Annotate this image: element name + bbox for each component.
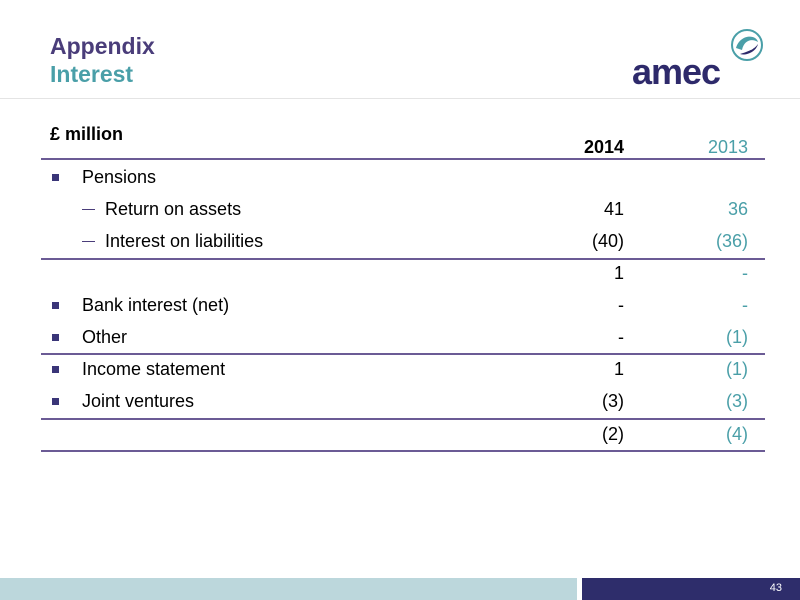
bullet-icon bbox=[52, 302, 59, 309]
value-2013: (3) bbox=[726, 391, 748, 411]
table-rule-middle bbox=[41, 353, 765, 355]
value-2014: 1 bbox=[613, 359, 624, 379]
dash-icon bbox=[82, 241, 95, 242]
row-label: Income statement bbox=[82, 359, 226, 379]
value-2014: (2) bbox=[602, 424, 624, 444]
value-2013: (36) bbox=[715, 231, 748, 251]
value-2013: (4) bbox=[726, 424, 748, 444]
row-label: Return on assets bbox=[105, 199, 242, 219]
table-row bbox=[0, 167, 800, 191]
value-2014: - bbox=[618, 295, 624, 315]
table-row-total bbox=[0, 424, 800, 448]
table-row bbox=[0, 199, 800, 223]
amec-logo-swirl-icon bbox=[730, 28, 764, 62]
table-rule-subtotal bbox=[41, 258, 765, 260]
row-label: Interest on liabilities bbox=[105, 231, 264, 251]
value-2013: 36 bbox=[727, 199, 748, 219]
table-rule-total bbox=[41, 418, 765, 420]
value-2014: 41 bbox=[603, 199, 624, 219]
value-2013: - bbox=[742, 295, 748, 315]
value-2013: (1) bbox=[726, 359, 748, 379]
amec-logo-text: amec bbox=[632, 51, 721, 92]
row-label: Other bbox=[82, 327, 128, 347]
value-2013: - bbox=[742, 263, 748, 283]
row-label: Bank interest (net) bbox=[82, 295, 230, 315]
footer-band-right bbox=[582, 578, 800, 600]
page-number: 43 bbox=[769, 582, 782, 594]
table-row-subtotal bbox=[0, 263, 800, 287]
amec-logo bbox=[630, 26, 770, 92]
value-2014: 1 bbox=[613, 263, 624, 283]
value-2013: (1) bbox=[726, 327, 748, 347]
value-2014: - bbox=[618, 327, 624, 347]
slide-title-line1: Appendix bbox=[50, 33, 155, 59]
table-row bbox=[0, 231, 800, 255]
table-row bbox=[0, 327, 800, 351]
slide-title bbox=[50, 32, 155, 88]
value-2014: (3) bbox=[602, 391, 624, 411]
bullet-icon bbox=[52, 334, 59, 341]
unit-label: £ million bbox=[50, 124, 124, 144]
slide-title-line2: Interest bbox=[50, 61, 134, 87]
column-header-2013: 2013 bbox=[707, 137, 748, 157]
value-2014: (40) bbox=[591, 231, 624, 251]
header-divider bbox=[0, 98, 800, 99]
dash-icon bbox=[82, 209, 95, 210]
table-row bbox=[0, 295, 800, 319]
table-row bbox=[0, 359, 800, 383]
bullet-icon bbox=[52, 398, 59, 405]
row-label: Joint ventures bbox=[82, 391, 195, 411]
bullet-icon bbox=[52, 174, 59, 181]
table-rule-bottom bbox=[41, 450, 765, 452]
table-row bbox=[0, 391, 800, 415]
footer-band-left bbox=[0, 578, 577, 600]
row-label: Pensions bbox=[82, 167, 157, 187]
bullet-icon bbox=[52, 366, 59, 373]
table-rule-top bbox=[41, 158, 765, 160]
column-header-2014: 2014 bbox=[583, 137, 624, 157]
